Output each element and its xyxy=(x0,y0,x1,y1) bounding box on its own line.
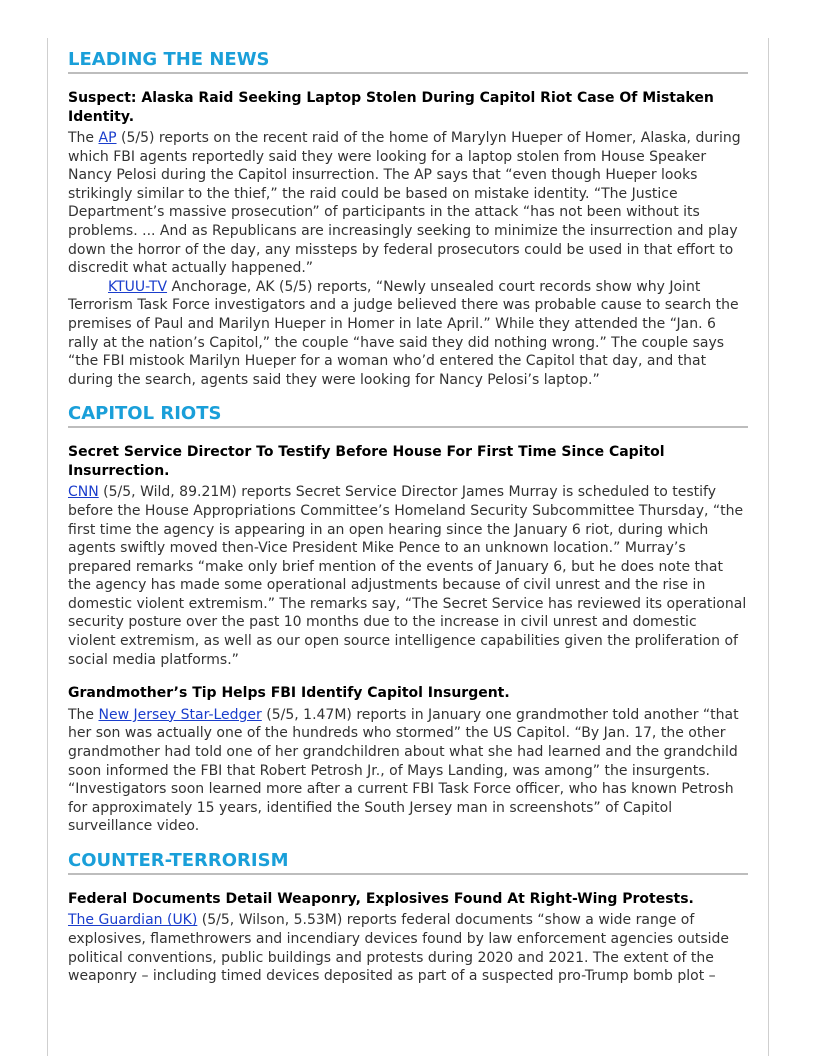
story-headline: Grandmother’s Tip Helps FBI Identify Capitol Insurgent. xyxy=(68,685,510,702)
section-title-capitol-riots: CAPITOL RIOTS xyxy=(68,403,748,428)
story-paragraph xyxy=(68,911,748,985)
source-link-new-jersey-star-ledger[interactable]: New Jersey Star-Ledger xyxy=(98,706,262,723)
paragraph-text: (5/5, 1.47M) reports in January one grandmother told another “that her son was actually one of the hundreds who stormed” the US Capitol. “By Jan. 17, the other grandmother had told one of her grandchildren about what she had learned and the grandchild soon informed the FBI that Robert Petrosh Jr., of Mays Landing, was among” the insurgents. “Investigators soon learned more after a current FBI Task Force officer, who has known Petrosh for approximately 15 years, identified the South Jersey man in screenshots” of Capitol surveillance video. xyxy=(68,706,739,835)
document-content xyxy=(68,38,748,986)
paragraph-text: (5/5, Wild, 89.21M) reports Secret Service Director James Murray is scheduled to testify before the House Appropriations Committee’s Homeland Security Subcommittee Thursday, “the first time the agency is appearing in an open hearing since the January 6 riot, during which agents swiftly moved then-Vice President Mike Pence to an unknown location.” Murray’s prepared remarks “make only brief mention of the events of January 6, but he does note that the agency has made some operational adjustments because of civil unrest and the rise in domestic violent extremism.” The remarks say, “The Secret Service has reviewed its operational security posture over the past 10 months due to the increase in civil unrest and domestic violent extremism, as well as our open source intelligence capabilities given the proliferation of social media platforms.” xyxy=(68,484,747,668)
source-link-ktuu-tv[interactable]: KTUU-TV xyxy=(108,278,168,295)
source-link-ap[interactable]: AP xyxy=(98,130,117,146)
paragraph-text: The xyxy=(68,706,99,723)
story-headline: Secret Service Director To Testify Before House For First Time Since Capitol Insurrection. xyxy=(68,444,665,479)
source-link-the-guardian[interactable]: The Guardian (UK) xyxy=(68,912,198,929)
section-title-leading-the-news: LEADING THE NEWS xyxy=(68,49,748,74)
source-link-cnn[interactable]: CNN xyxy=(68,484,99,501)
story-paragraph xyxy=(68,706,748,836)
paragraph-text: (5/5) reports on the recent raid of the home of Marylyn Hueper of Homer, Alaska, during which FBI agents reportedly said they were looking for a laptop stolen from House Speaker Nancy Pelosi during the Capitol insurrection. The AP says that “even though Hueper looks strikingly similar to the thief,” the raid could be based on mistake identity. “The Justice Department’s massive prosecution” of participants in the attack “has not been without its problems. ... And as Republicans are increasingly seeking to minimize the insurrection and play down the horror of the day, any missteps by federal prosecutors could be used in that effort to discredit what actually happened.” xyxy=(68,130,741,277)
story-paragraph xyxy=(68,129,748,278)
paragraph-text: (5/5, Wilson, 5.53M) reports federal documents “show a wide range of explosives, flamethrowers and incendiary devices found by law enforcement agencies outside political conventions, public buildings and protests during 2020 and 2021. The extent of the weaponry – including timed devices deposited as part of a suspected pro-Trump bomb plot – xyxy=(68,912,730,985)
story-headline: Suspect: Alaska Raid Seeking Laptop Stolen During Capitol Riot Case Of Mistaken Identity. xyxy=(68,90,714,125)
story-headline: Federal Documents Detail Weaponry, Explosives Found At Right-Wing Protests. xyxy=(68,890,694,907)
story-paragraph xyxy=(68,278,748,390)
paragraph-text: Anchorage, AK (5/5) reports, “Newly unsealed court records show why Joint Terrorism Task Force investigators and a judge believed there was probable cause to search the premises of Paul and Marilyn Hueper in Homer in late April.” While they attended the “Jan. 6 rally at the nation’s Capitol,” the couple “have said they did nothing wrong.” The couple says “the FBI mistook Marilyn Hueper for a woman who’d entered the Capitol that day, and that during the search, agents said they were looking for Nancy Pelosi’s laptop.” xyxy=(68,278,739,388)
story-paragraph xyxy=(68,483,748,669)
paragraph-text: The xyxy=(68,130,99,146)
section-title-counter-terrorism: COUNTER-TERRORISM xyxy=(68,850,748,875)
document-page xyxy=(47,38,769,1056)
